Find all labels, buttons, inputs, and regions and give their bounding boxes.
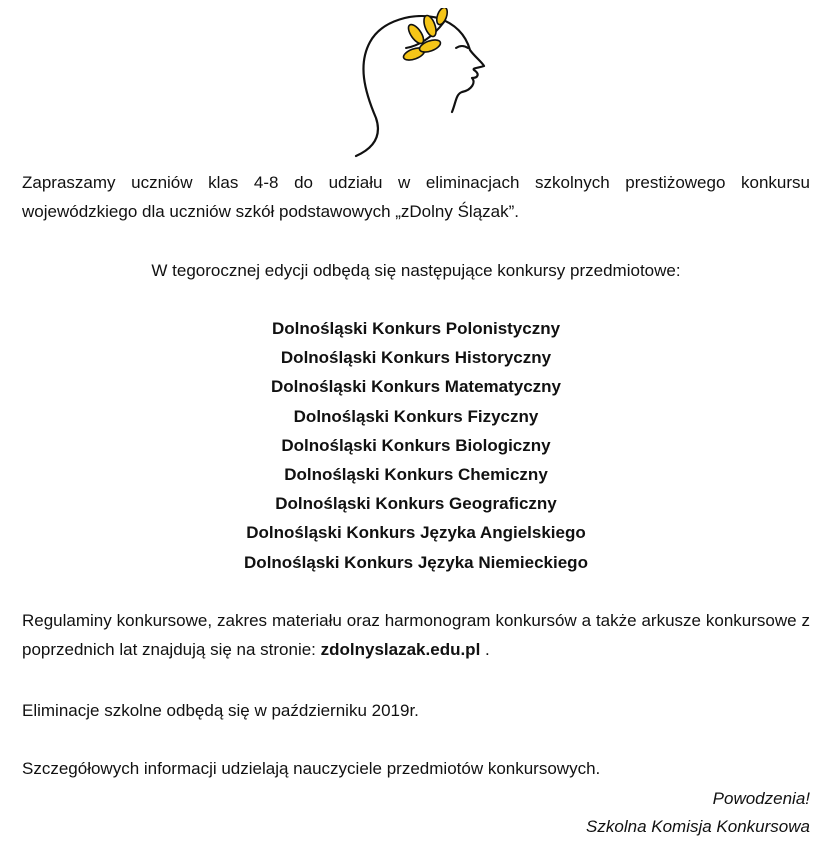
rules-paragraph: [22, 606, 810, 664]
elimination-note: Eliminacje szkolne odbędą się w październiku 2019r.: [22, 701, 419, 720]
closing-wish: Powodzenia!: [712, 789, 810, 808]
laurel-leaf-icon: [435, 8, 450, 26]
info-note: Szczegółowych informacji udzielają nauczyciele przedmiotów konkursowych.: [22, 759, 601, 778]
list-item: Dolnośląski Konkurs Języka Niemieckiego: [244, 552, 588, 572]
intro-paragraph: Zapraszamy uczniów klas 4-8 do udziału w eliminacjach szkolnych prestiżowego konkursu wojewódzkiego dla uczniów szkół podstawowych „zDolny Ślązak”.: [22, 173, 810, 221]
website-link[interactable]: zdolnyslazak.edu.pl: [320, 640, 481, 659]
list-item: Dolnośląski Konkurs Chemiczny: [284, 465, 548, 485]
list-item: Dolnośląski Konkurs Geograficzny: [275, 494, 557, 514]
head-laurel-logo: [352, 8, 492, 160]
eye-icon: [456, 46, 468, 48]
rules-end: .: [480, 640, 490, 659]
list-item: Dolnośląski Konkurs Historyczny: [280, 348, 552, 368]
list-item: Dolnośląski Konkurs Języka Angielskiego: [246, 523, 586, 543]
signature: Szkolna Komisja Konkursowa: [586, 817, 810, 836]
contests-lead: W tegorocznej edycji odbędą się następujące konkursy przedmiotowe:: [151, 261, 681, 280]
contest-list: [22, 314, 810, 577]
list-item: Dolnośląski Konkurs Biologiczny: [281, 435, 551, 455]
list-item: Dolnośląski Konkurs Matematyczny: [270, 377, 562, 397]
laurel-leaf-icon: [406, 22, 427, 46]
list-item: Dolnośląski Konkurs Polonistyczny: [271, 319, 561, 338]
rules-text: Regulaminy konkursowe, zakres materiału oraz harmonogram konkursów a także arkusze konkursowe z poprzednich lat znajdują się na stronie:: [22, 611, 810, 659]
list-item: Dolnośląski Konkurs Fizyczny: [293, 406, 539, 426]
